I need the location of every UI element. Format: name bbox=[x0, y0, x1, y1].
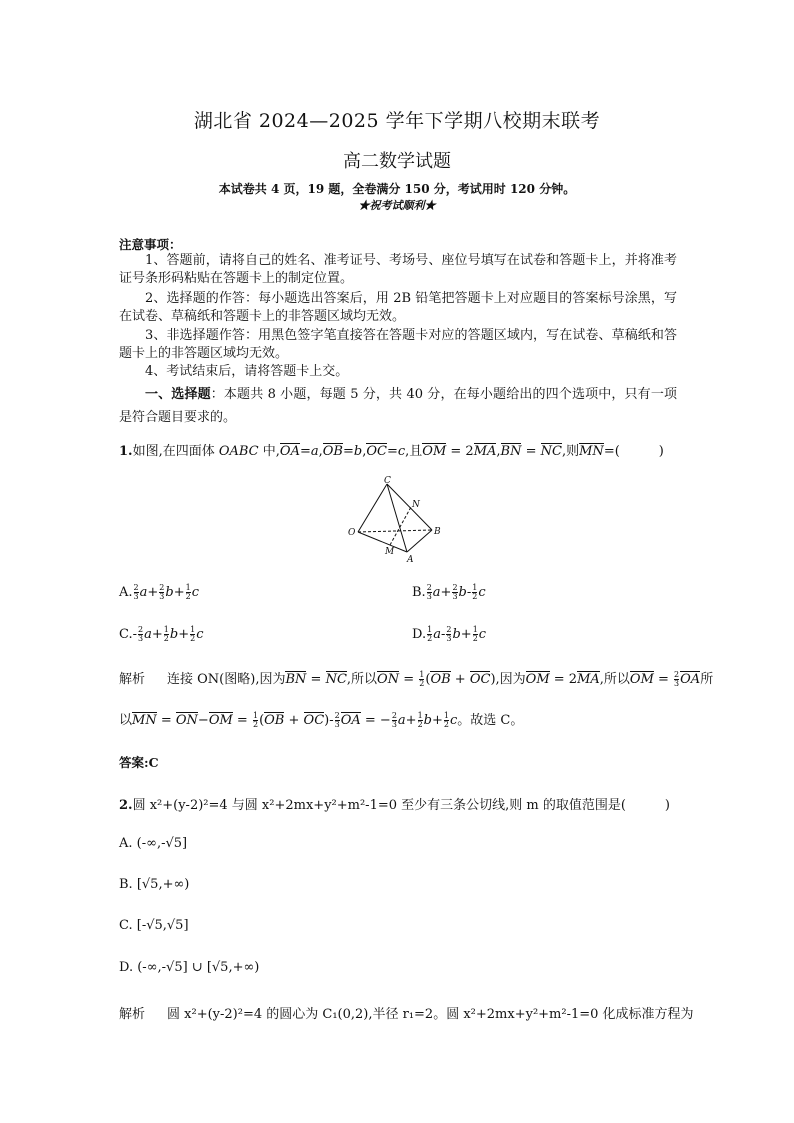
vector-OC: OC bbox=[366, 444, 387, 459]
vector-NC: NC bbox=[540, 444, 562, 459]
fraction: $\frac{1}{2}$ bbox=[472, 625, 478, 643]
q2-option-b: B. [√5,+∞) bbox=[119, 877, 190, 892]
fraction: $\frac{2}{3}$ bbox=[159, 583, 165, 601]
edge-AB bbox=[407, 530, 432, 552]
question-2-text: 圆 x²+(y-2)²=4 与圆 x²+2mx+y²+m²-1=0 至少有三条公切线,则 m 的取值范围是( ) bbox=[132, 798, 671, 813]
note-item-2: 2、选择题的作答：每小题选出答案后，用 2B 铅笔把答题卡上对应题目的答案标号涂黑，写在试卷、草稿纸和答题卡上的非答题区域均无效。 bbox=[119, 291, 677, 324]
label-C: C bbox=[384, 476, 391, 486]
vector-OB: OB bbox=[322, 444, 343, 459]
q1-analysis-line-1: 解析 连接 ON(图略),因为BN = NC,所以ON = $\frac{1}{2}$ (OB + OC),因为OM = 2MA,所以OM = $\frac{2}{3}$ OA所 bbox=[119, 670, 714, 688]
fraction: $\frac{1}{2}$ bbox=[190, 625, 196, 643]
fraction: $\frac{2}{3}$ bbox=[452, 583, 458, 601]
q1-option-b: B. $\frac{2}{3}$ a+ $\frac{2}{3}$ b- $\frac{1}{2}$ c bbox=[412, 583, 486, 601]
vector-MA: MA bbox=[473, 444, 497, 459]
fraction: $\frac{2}{3}$ bbox=[426, 583, 432, 601]
fraction: $\frac{2}{3}$ bbox=[446, 625, 452, 643]
q1-option-c: C.- $\frac{2}{3}$ a+ $\frac{1}{2}$ b+ $\frac{1}{2}$ c bbox=[119, 625, 204, 643]
edge-CO bbox=[358, 484, 387, 532]
segment-MN-hidden bbox=[390, 507, 411, 545]
edge-OB-hidden bbox=[358, 530, 432, 532]
q2-option-a: A. (-∞,-√5] bbox=[119, 836, 188, 851]
analysis-end: 。故选 C。 bbox=[457, 713, 524, 728]
label-N: N bbox=[412, 500, 420, 510]
vector-MN: MN bbox=[579, 444, 604, 459]
q2-option-c: C. [-√5,√5] bbox=[119, 918, 189, 933]
vector-OM: OM bbox=[422, 444, 447, 459]
vector-BN: BN bbox=[500, 444, 522, 459]
question-2-number: 2. bbox=[119, 798, 133, 813]
exam-title: 湖北省 2024—2025 学年下学期八校期末联考 bbox=[193, 110, 601, 132]
analysis-text: 圆 x²+(y-2)²=4 的圆心为 C₁(0,2),半径 r₁=2。圆 x²+2mx+y²+m²-1=0 化成标准方程为 bbox=[167, 1007, 694, 1022]
fraction: $\frac{1}{2}$ bbox=[472, 583, 478, 601]
vector-OA: OA bbox=[279, 444, 300, 459]
fraction: $\frac{1}{2}$ bbox=[185, 583, 191, 601]
exam-subtitle: 高二数学试题 bbox=[343, 151, 451, 172]
analysis-label: 解析 bbox=[119, 1007, 146, 1022]
tetrahedron-figure bbox=[345, 474, 445, 566]
fraction: $\frac{2}{3}$ bbox=[138, 625, 144, 643]
exam-info: 本试卷共 4 页，19 题，全卷满分 150 分，考试用时 120 分钟。 bbox=[218, 182, 576, 196]
fraction: $\frac{2}{3}$ bbox=[133, 583, 139, 601]
q1-answer: 答案:C bbox=[119, 755, 159, 770]
label-M: M bbox=[385, 547, 395, 557]
section-1-heading: 一、选择题 bbox=[145, 387, 211, 402]
question-1-text: 如图,在四面体 bbox=[132, 444, 219, 459]
question-1-stem: 1.如图,在四面体 OABC 中,OA=a,OB=b,OC=c,且OM = 2MA,BN = NC,则MN=( ) bbox=[119, 444, 664, 459]
option-letter: A. bbox=[119, 585, 133, 600]
analysis-text: 连接 ON(图略),因为 bbox=[167, 672, 286, 687]
fraction: $\frac{1}{2}$ bbox=[427, 625, 433, 643]
section-1-text: ：本题共 8 小题，每题 5 分，共 40 分，在每小题给出的四个选项中，只有一项是符合题目要求的。 bbox=[119, 387, 677, 425]
label-O: O bbox=[348, 528, 356, 538]
note-item-3: 3、非选择题作答：用黑色签字笔直接答在答题卡对应的答题区域内，写在试卷、草稿纸和答题卡上的非答题区域均无效。 bbox=[119, 328, 677, 361]
note-item-1: 1、答题前，请将自己的姓名、准考证号、考场号、座位号填写在试卷和答题卡上，并将准考证号条形码粘贴在答题卡上的制定位置。 bbox=[119, 253, 677, 286]
analysis-label: 解析 bbox=[119, 672, 146, 687]
notes-heading: 注意事项： bbox=[119, 237, 182, 252]
q2-option-d: D. (-∞,-√5] ∪ [√5,+∞) bbox=[119, 960, 260, 975]
note-item-4: 4、考试结束后，请将答题卡上交。 bbox=[145, 364, 349, 379]
exam-wish: ★祝考试顺利★ bbox=[358, 199, 436, 212]
label-A: A bbox=[407, 555, 414, 565]
q1-option-d: D. $\frac{1}{2}$ a- $\frac{2}{3}$ b+ $\frac{1}{2}$ c bbox=[412, 625, 487, 643]
section-1-intro bbox=[119, 383, 677, 429]
q1-option-a: A. $\frac{2}{3}$ a+ $\frac{2}{3}$ b+ $\frac{1}{2}$ c bbox=[119, 583, 199, 601]
q2-analysis bbox=[119, 1003, 694, 1022]
option-letter: C. bbox=[119, 627, 133, 642]
answer-paren: ( ) bbox=[614, 444, 664, 459]
option-letter: B. bbox=[412, 585, 426, 600]
fraction: $\frac{1}{2}$ bbox=[163, 625, 169, 643]
option-letter: D. bbox=[412, 627, 427, 642]
question-1-number: 1. bbox=[119, 444, 133, 459]
solid-name: OABC bbox=[218, 444, 259, 459]
label-B: B bbox=[434, 527, 441, 537]
edge-OA bbox=[358, 532, 407, 552]
question-1-text-mid: 中, bbox=[258, 444, 280, 459]
q1-analysis-line-2: 以MN = ON−OM = $\frac{1}{2}$ (OB + OC)- $\frac{2}{3}$ OA = − $\frac{2}{3}$ a+ $\frac{1}{2}$ b+ $\frac{1}{2}$ c。故选 C。 bbox=[119, 711, 524, 729]
question-2-stem bbox=[119, 794, 670, 813]
